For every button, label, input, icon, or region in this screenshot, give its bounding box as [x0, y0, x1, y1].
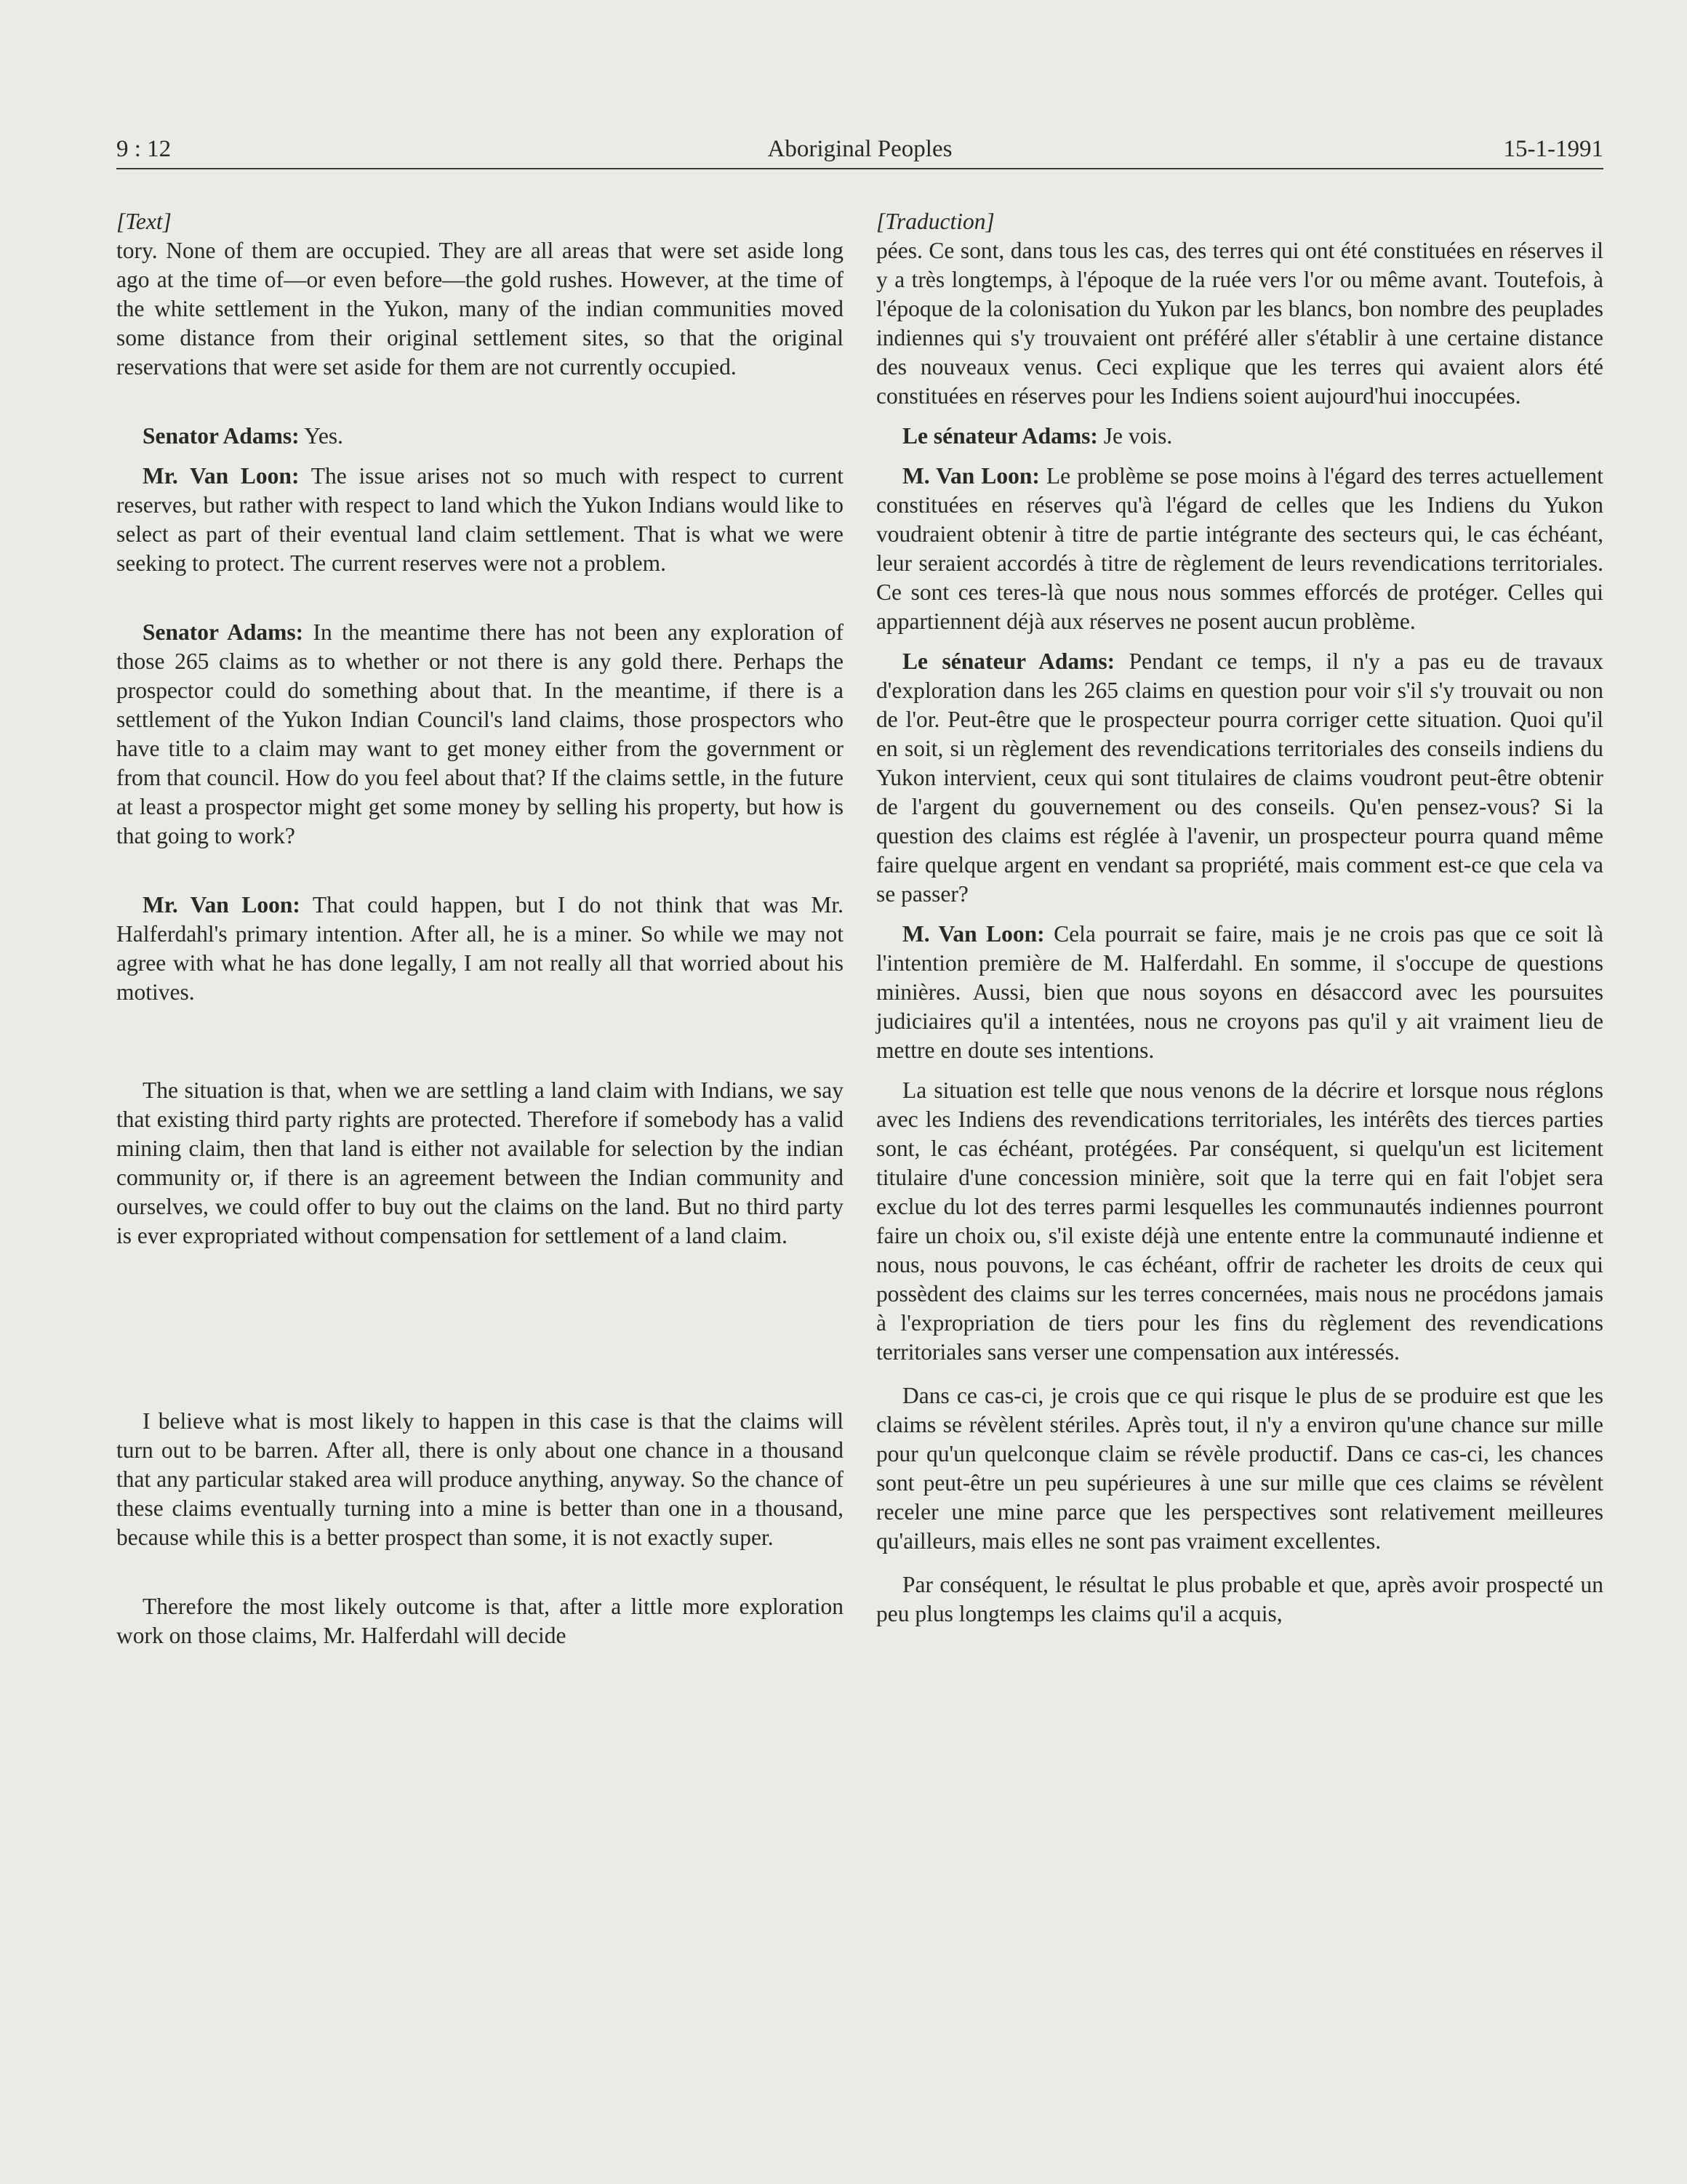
paragraph: La situation est telle que nous venons de la décrire et lorsque nous réglons avec les Indiens des revendications territoriales, les intérêts des tierces parties sont, le cas échéant, protégées. Par conséquent, si quelqu'un est licitement titulaire d'une concession minière, soit que la terre qui en fait l'objet sera exclue du lot des terres parmi lesquelles les communautés indiennes pourront faire un choix ou, s'il existe déjà une entente entre la communauté indienne et nous, nous pouvons, le cas échéant, offrir de racheter les droits de ceux qui possèdent des claims sur les terres concernées, mais nous ne procédons jamais à l'expropriation de tiers pour les fins du règlement des revendications territoriales sans verser une compensation aux intéressés. — [876, 1077, 1603, 1365]
speech-text: Le problème se pose moins à l'égard des terres actuellement constituées en réserves qu'à l'égard de celles que les Indiens du Yukon voudraient obtenir à titre de partie intégrante des secteurs qui, le cas échéant, leur seraient accordés à titre de règlement de leurs revendications territoriales. Ce sont ces teres-là que nous nous sommes efforcés de protéger. Celles qui appartiennent déjà aux réserves ne posent aucun problème. — [876, 463, 1603, 634]
speech-text: That could happen, but I do not think that was Mr. Halferdahl's primary intention. After all, he is a miner. So while we may not agree with what he has done legally, I am not really all that worried about his motives. — [116, 892, 844, 1005]
speaker-name: M. Van Loon: — [902, 463, 1040, 489]
column-label: [Traduction] — [876, 209, 995, 234]
paragraph — [876, 920, 1603, 1065]
speaker-name: Senator Adams: — [143, 619, 304, 645]
paragraph: pées. Ce sont, dans tous les cas, des terres qui ont été constituées en réserves il y a très longtemps, à l'époque de la ruée vers l'or ou même avant. Toutefois, à l'époque de la colonisation du Yukon par les blancs, bon nombre des peuplades indiennes qui s'y trouvaient ont préféré aller s'établir à une certaine distance des nouveaux venus. Ceci explique que les terres qui avaient alors été constituées en réserves pour les Indiens soient aujourd'hui inoccupées. — [876, 238, 1603, 409]
speech-text: Pendant ce temps, il n'y a pas eu de travaux d'exploration dans les 265 claims en question pour voir s'il s'y trouvait ou non de l'or. Peut-être que le prospecteur pourra corriger cette situation. Quoi qu'il en soit, si un règlement des revendications territoriales des conseils indiens du Yukon intervient, ceux qui sont titulaires de claims voudront peut-être obtenir de l'argent du gouvernement ou des conseils. Qu'en pensez-vous? Si la question des claims est réglée à l'avenir, un prospecteur pourra quand même faire quelque argent en vendant sa propriété, mais comment est-ce que cela va se passer? — [876, 649, 1603, 907]
paragraph: The situation is that, when we are settling a land claim with Indians, we say that existing third party rights are protected. Therefore if somebody has a valid mining claim, then that land is either not available for selection by the indian community or, if there is an agreement between the Indian community and ourselves, we could offer to buy out the claims on the land. But no third party is ever expropriated without compensation for settlement of a land claim. — [116, 1077, 844, 1248]
speaker-name: Mr. Van Loon: — [143, 463, 300, 489]
speaker-name: Le sénateur Adams: — [902, 423, 1098, 449]
paragraph — [116, 891, 844, 1007]
running-title: Aboriginal Peoples — [767, 136, 953, 162]
paragraph: Therefore the most likely outcome is that, after a little more exploration work on those claims, Mr. Halferdahl will decide — [116, 1594, 844, 1648]
sitting-date: 15-1-1991 — [1503, 136, 1603, 162]
paragraph — [116, 462, 844, 578]
paragraph — [876, 422, 1603, 451]
speaker-name: Le sénateur Adams: — [902, 649, 1115, 674]
speaker-name: Senator Adams: — [143, 423, 300, 449]
speech-text: In the meantime there has not been any exploration of those 265 claims as to whether or not there is any gold there. Perhaps the prospector could do something about that. In the meantime, if there is a settlement of the Yukon Indian Council's land claims, those prospectors who have title to a claim may want to get money either from the government or from that council. How do you feel about that? If the claims settle, in the future at least a prospector might get some money by selling his property, but how is that going to work? — [116, 619, 844, 848]
speech-text: Cela pourrait se faire, mais je ne crois pas que ce soit là l'intention première de M. Halferdahl. En somme, il s'occupe de questions minières. Aussi, bien que nous soyons en désaccord avec les poursuites judiciaires qu'il a intentées, nous ne croyons pas qu'il y ait vraiment lieu de mettre en doute ses intentions. — [876, 921, 1603, 1063]
header-rule — [116, 168, 1603, 169]
paragraph: tory. None of them are occupied. They are all areas that were set aside long ago at the time of—or even before—the gold rushes. However, at the time of the white settlement in the Yukon, many of the indian communities moved some distance from their original settlement sites, so that the original reservations that were set aside for them are not currently occupied. — [116, 238, 844, 380]
column-label: [Text] — [116, 209, 172, 234]
english-column — [116, 207, 844, 1650]
paragraph: I believe what is most likely to happen in this case is that the claims will turn out to be barren. After all, there is only about one chance in a thousand that any particular staked area will produce anything, anyway. So the chance of these claims eventually turning into a mine is better than one in a thousand, because while this is a better prospect than some, it is not exactly super. — [116, 1408, 844, 1550]
paragraph — [876, 462, 1603, 636]
french-column — [876, 207, 1603, 1629]
running-header — [116, 131, 1603, 167]
paragraph — [116, 618, 844, 851]
speech-text: Je vois. — [1097, 423, 1173, 449]
speech-text: Yes. — [299, 423, 343, 449]
paragraph — [876, 647, 1603, 909]
speaker-name: Mr. Van Loon: — [143, 892, 300, 918]
speech-text: The issue arises not so much with respect to current reserves, but rather with respect to land which the Yukon Indians would like to select as part of their eventual land claim settlement. That is what we were seeking to protect. The current reserves were not a problem. — [116, 463, 844, 576]
speaker-name: M. Van Loon: — [902, 921, 1045, 947]
paragraph — [116, 422, 844, 451]
paragraph: Dans ce cas-ci, je crois que ce qui risque le plus de se produire est que les claims se révèlent stériles. Après tout, il n'y a environ qu'une chance sur mille pour qu'un quelconque claim se révèle productif. Dans ce cas-ci, les chances sont peut-être un peu supérieures à une sur mille que ces claims se révèlent receler une mine parce que les perspectives sont relativement meilleures qu'ailleurs, mais elles ne sont pas vraiment excellentes. — [876, 1383, 1603, 1554]
paragraph: Par conséquent, le résultat le plus probable et que, après avoir prospecté un peu plus longtemps les claims qu'il a acquis, — [876, 1572, 1603, 1626]
page-number: 9 : 12 — [116, 136, 172, 162]
